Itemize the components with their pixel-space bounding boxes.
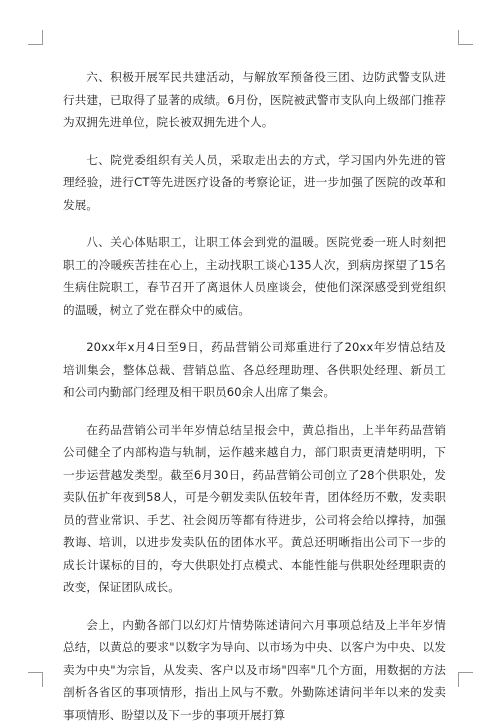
paragraph-staff-care: 八、关心体贴职工，让职工体会到党的温暖。医院党委一班人时刻把职工的冷暖疾苦挂在心上，主动找职工谈心135人次，到病房探望了15名生病住院职工，春节召开了离退休人员座谈会，使他们深深感受到党组织的温暖，树立了党在群众中的威信。 — [63, 231, 446, 321]
paragraph-half-year-report: 在药品营销公司半年岁情总结呈报会中，黄总指出，上半年药品营销公司健全了内部构造与轨制，运作越来越自力，部门职责更清楚明明，下一步运营越发类型。截至6月30日，药品营销公司创立了28个供职处，发卖队伍扩年夜到58人，可是今朝发卖队伍较年青，团体经历不敷，发卖职员的营业常识、手艺、社会阅历等都有待进步，公司将会给以撑持，加强教诲、培训，以进步发卖队伍的团体水平。黄总还明晰指出公司下一步的成长计谋标的目的，夸大供职处打点模式、本能性能与供职处经理职责的改变，保证团队成长。 — [63, 419, 446, 599]
crop-mark-bottom-left — [28, 672, 43, 687]
document-body — [63, 66, 446, 726]
paragraph-military-civilian: 六、积极开展军民共建活动，与解放军预备役三团、边防武警支队进行共建，已取得了显著的成绩。6月份，医院被武警市支队向上级部门推荐为双拥先进单位，院长被双拥先进个人。 — [63, 66, 446, 134]
crop-mark-top-right — [458, 30, 473, 45]
crop-mark-bottom-right — [458, 672, 473, 687]
paragraph-study-management: 七、院党委组织有关人员，采取走出去的方式，学习国内外先进的管理经验，进行CT等先进医疗设备的考察论证，进一步加强了医院的改革和发展。 — [63, 149, 446, 217]
crop-mark-top-left — [28, 30, 43, 45]
paragraph-department-summary: 会上，内勤各部门以幻灯片情势陈述请问六月事项总结及上半年岁情总结，以黄总的要求"以数字为导向、以市场为中央、以客户为中央、以发卖为中央"为宗旨，从发卖、客户以及市场"四率"几个方面，用数据的方法剖析各省区的事项情形，指出上风与不敷。外勤陈述请问半年以来的发卖事项情形、盼望以及下一步的事项开展打算 — [63, 614, 446, 726]
paragraph-meeting-intro: 20xx年x月4日至9日，药品营销公司郑重进行了20xx年岁情总结及培训集会，整体总裁、营销总监、各总经理助理、各供职处经理、新员工和公司内勤部门经理及相干职员60余人出席了集会。 — [63, 336, 446, 404]
